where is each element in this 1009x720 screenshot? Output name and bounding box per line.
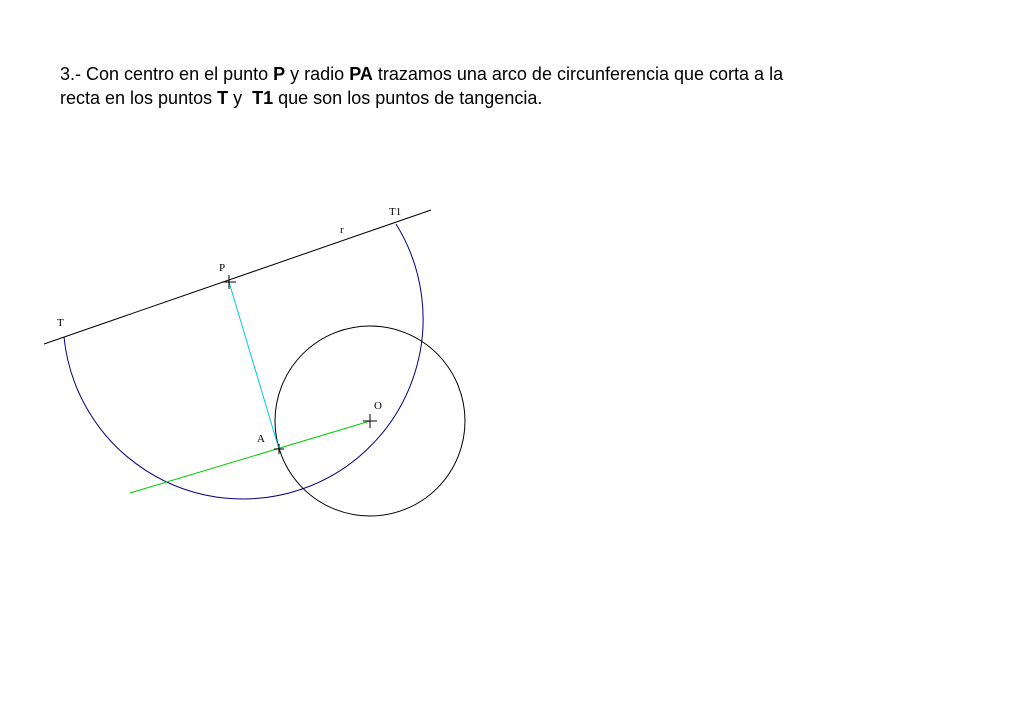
label-O: O xyxy=(374,400,382,412)
arc-center-P xyxy=(64,224,423,499)
caption-bold: T1 xyxy=(252,88,274,108)
label-T1: T1 xyxy=(389,206,402,218)
segment-PA xyxy=(229,282,279,449)
label-r: r xyxy=(340,224,344,236)
point-A-marker xyxy=(274,444,284,454)
caption-text: recta en los puntos xyxy=(60,88,218,108)
caption-text: 3.- Con centro en el punto xyxy=(60,64,274,84)
point-P-marker xyxy=(222,275,236,289)
line-AO xyxy=(130,421,370,493)
caption-bold: T xyxy=(217,88,229,108)
caption-text: y xyxy=(228,88,253,108)
caption-text: y radio xyxy=(285,64,350,84)
label-A: A xyxy=(257,433,265,445)
label-T: T xyxy=(57,317,64,329)
caption-bold: P xyxy=(273,64,286,84)
caption-text: que son los puntos de tangencia. xyxy=(273,88,543,108)
line-r xyxy=(44,210,431,344)
point-O-marker xyxy=(363,414,377,428)
label-P: P xyxy=(219,262,226,274)
caption-text: trazamos una arco de circunferencia que corta a la xyxy=(372,64,784,84)
caption-bold: PA xyxy=(349,64,373,84)
